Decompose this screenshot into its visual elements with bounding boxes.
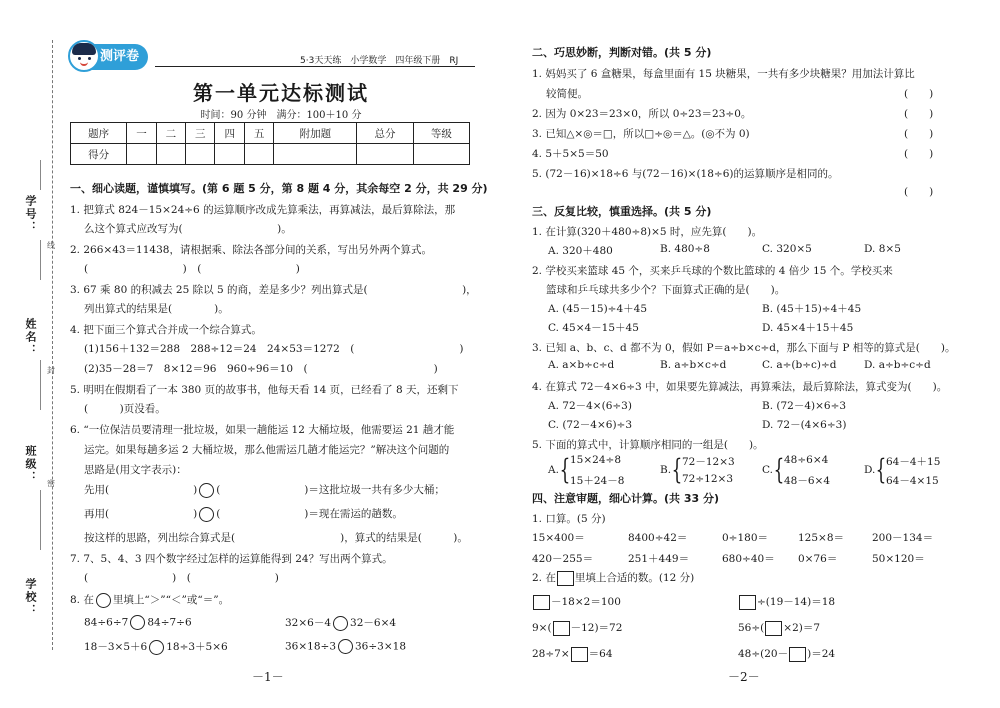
- oral-calc-item[interactable]: 15×400＝: [532, 532, 585, 544]
- oral-calc-heading: 1. 口算。(5 分): [532, 513, 606, 525]
- score-input-cell[interactable]: [186, 144, 215, 165]
- compare-circle[interactable]: [149, 640, 164, 655]
- q6-text: ( ): [216, 484, 309, 496]
- judge-5: 5. (72－16)×18÷6 与(72－16)×(18÷6)的运算顺序是相同的。: [532, 168, 839, 180]
- q6-text: 再用( ): [84, 508, 198, 520]
- choice-1: 1. 在计算(320＋480÷8)×5 时，应先算( )。: [532, 226, 763, 238]
- oral-calc-item[interactable]: 420－255＝: [532, 553, 594, 565]
- choice-2-line-1: 2. 学校买来篮球 45 个，买来乒乓球的个数比篮球的 4 倍少 15 个。学校买来: [532, 265, 893, 277]
- cut-mark: 密: [47, 479, 55, 488]
- q6-text: 先用( ): [84, 484, 198, 496]
- choice-option[interactable]: [762, 452, 862, 490]
- judge-3: 3. 已知△×◎＝□，所以□÷◎＝△。(◎不为 0): [532, 128, 750, 140]
- choice-4: 4. 在算式 72－4×6÷3 中，如果要先算减法，再算乘法，最后算除法，算式变为( )。: [532, 381, 948, 393]
- oral-calc-item[interactable]: 8400÷42＝: [628, 532, 688, 544]
- fill-line: [40, 490, 41, 550]
- choice-option[interactable]: A. 72－4×(6÷3): [548, 400, 632, 412]
- school-label: 学校：: [24, 578, 37, 617]
- score-header-cell: 等级: [413, 123, 469, 144]
- score-header-cell: 一: [127, 123, 156, 144]
- fill-box-equation: [532, 594, 621, 610]
- option-bottom: 15＋24－8: [570, 475, 625, 487]
- page-title: 第一单元达标测试: [193, 81, 369, 105]
- choice-option[interactable]: B. a÷b×c÷d: [660, 359, 727, 371]
- score-input-cell[interactable]: [156, 144, 185, 165]
- eq-text: －18×2＝100: [551, 596, 621, 608]
- cut-line: [52, 40, 53, 650]
- choice-option[interactable]: B. (72－4)×6÷3: [762, 400, 847, 412]
- compare-left: 18－3×5＋6: [84, 641, 148, 653]
- choice-option[interactable]: D. a÷b÷c÷d: [864, 359, 931, 371]
- choice-2-line-2: 篮球和乒乓球共多少个？下面算式正确的是( )。: [546, 284, 786, 296]
- option-letter: C.: [762, 464, 773, 476]
- question-6-line-2: 运完。如果每趟多运 2 大桶垃圾，那么他需运几趟才能运完？”解决这个问题的: [84, 444, 450, 456]
- eq-text: ×2)＝7: [783, 622, 821, 634]
- answer-box[interactable]: [789, 647, 806, 662]
- score-input-cell[interactable]: [127, 144, 156, 165]
- option-top: 64－4＋15: [886, 456, 941, 468]
- name-label: 姓名：: [24, 318, 37, 357]
- eq-text: 48÷(20－: [738, 648, 789, 660]
- oral-calc-item[interactable]: 680÷40＝: [722, 553, 775, 565]
- score-input-cell[interactable]: [413, 144, 469, 165]
- binding-margin: [0, 0, 62, 708]
- score-header-row: [71, 123, 470, 144]
- compare-item: [285, 615, 396, 631]
- k2-text: 里填上合适的数。(12 分): [574, 572, 695, 584]
- eq-text: )＝24: [807, 648, 836, 660]
- compare-right: 32－6×4: [350, 617, 397, 629]
- oral-calc-item[interactable]: 125×8＝: [798, 532, 845, 544]
- section-4-heading: 四、注意审题，细心计算。(共 33 分): [532, 492, 720, 505]
- brace-icon: {: [671, 453, 683, 486]
- score-header-cell: 四: [215, 123, 244, 144]
- header-rule: [155, 66, 475, 67]
- score-input-cell[interactable]: [357, 144, 413, 165]
- option-top: 15×24÷8: [570, 454, 621, 466]
- compare-circle[interactable]: [333, 616, 348, 631]
- choice-option[interactable]: [548, 452, 653, 490]
- q6-text: ＝现在需运的趟数。: [308, 508, 403, 520]
- option-bottom: 64－4×15: [886, 475, 939, 487]
- choice-option[interactable]: C. 320×5: [762, 243, 812, 255]
- option-top: 72－12×3: [682, 456, 735, 468]
- answer-box[interactable]: [553, 621, 570, 636]
- choice-option[interactable]: A. 320＋480: [548, 245, 613, 257]
- choice-5: 5. 下面的算式中，计算顺序相同的一组是( )。: [532, 439, 764, 451]
- fill-box-equation: [738, 646, 835, 662]
- question-4-line-3: (2)35－28＝7 8×12＝96 960÷96＝10 ( ): [84, 363, 438, 375]
- oral-calc-item[interactable]: 50×120＝: [872, 553, 925, 565]
- option-letter: A.: [548, 464, 559, 476]
- compare-item: [285, 639, 406, 654]
- score-row-label: 得分: [71, 144, 127, 165]
- score-input-cell[interactable]: [215, 144, 244, 165]
- compare-left: 84÷6÷7: [84, 616, 129, 629]
- mascot-icon: [68, 40, 100, 72]
- compare-left: 36×18÷3: [285, 640, 336, 653]
- page-number-1: －1－: [252, 670, 284, 684]
- judge-1-line-2: 较简便。: [546, 88, 588, 100]
- section-3-heading: 三、反复比较，慎重选择。(共 5 分): [532, 205, 712, 218]
- question-5-line-2: ( )页没看。: [84, 403, 166, 415]
- right-page: [500, 0, 1000, 708]
- oral-calc-item[interactable]: 251＋449＝: [628, 553, 690, 565]
- operator-circle[interactable]: [199, 507, 214, 522]
- judge-answer-paren[interactable]: ( ): [904, 108, 934, 120]
- oral-calc-item[interactable]: 0×76＝: [798, 553, 838, 565]
- operator-circle[interactable]: [199, 483, 214, 498]
- score-header-cell: 附加题: [274, 123, 357, 144]
- time-score-info: 时间：90 分钟 满分：100＋10 分: [200, 110, 362, 121]
- question-1-line-2: 么这个算式应改写为( )。: [84, 223, 292, 235]
- q8-text: 8. 在: [70, 594, 94, 606]
- question-6-line-6: 按这样的思路，列出综合算式是( )，算式的结果是( )。: [84, 532, 468, 544]
- eq-text: 28÷7×: [532, 648, 570, 660]
- fill-line: [40, 160, 41, 190]
- score-input-cell[interactable]: [244, 144, 273, 165]
- box-sample: [557, 571, 574, 586]
- question-4-line-1: 4. 把下面三个算式合并成一个综合算式。: [70, 324, 262, 336]
- choice-option[interactable]: B. (45＋15)÷4＋45: [762, 303, 862, 315]
- compare-right: 84÷7÷6: [147, 616, 192, 629]
- option-bottom: 72÷12×3: [682, 473, 733, 485]
- answer-box[interactable]: [571, 647, 588, 662]
- brace-icon: {: [559, 453, 571, 486]
- series-label: 5·3天天练 小学数学 四年级下册 RJ: [300, 56, 459, 66]
- compare-right: 36÷3×18: [355, 640, 406, 653]
- choice-option[interactable]: A. a×b÷c÷d: [548, 359, 615, 371]
- q6-text: ( ): [216, 508, 309, 520]
- judge-answer-paren[interactable]: ( ): [904, 186, 934, 198]
- cut-mark: 线: [47, 241, 55, 250]
- score-header-cell: 五: [244, 123, 273, 144]
- answer-box[interactable]: [739, 595, 756, 610]
- answer-box[interactable]: [765, 621, 782, 636]
- question-7-line-2: ( ) ( ): [84, 572, 279, 584]
- compare-right: 18÷3＋5×6: [166, 641, 228, 653]
- eq-text: ÷(19－14)＝18: [757, 596, 836, 608]
- score-header-cell: 总分: [357, 123, 413, 144]
- brace-icon: {: [773, 453, 785, 486]
- question-3-line-1: 3. 67 乘 80 的积减去 25 除以 5 的商，差是多少？列出算式是( )，: [70, 284, 477, 296]
- question-3-line-2: 列出算式的结果是( )。: [84, 303, 229, 315]
- eq-text: －12)＝72: [570, 622, 623, 634]
- eq-text: 9×(: [532, 622, 552, 634]
- compare-left: 32×6－4: [285, 617, 332, 629]
- choice-option[interactable]: C. 45×4－15＋45: [548, 322, 639, 334]
- section-2-heading: 二、巧思妙断，判断对错。(共 5 分): [532, 46, 712, 59]
- judge-2: 2. 因为 0×23＝23×0，所以 0÷23＝23÷0。: [532, 108, 752, 120]
- judge-answer-paren[interactable]: ( ): [904, 128, 934, 140]
- choice-option[interactable]: [660, 452, 760, 490]
- option-bottom: 48－6×4: [784, 475, 831, 487]
- option-letter: D.: [864, 464, 876, 476]
- fill-box-equation: [738, 620, 820, 636]
- oral-calc-item[interactable]: 200－134＝: [872, 532, 934, 544]
- k2-text: 2. 在: [532, 572, 556, 584]
- score-header-cell: 题序: [71, 123, 127, 144]
- compare-circle[interactable]: [338, 639, 353, 654]
- compare-circle-sample: [96, 593, 111, 608]
- choice-option[interactable]: [864, 452, 964, 490]
- page-number-2: －2－: [728, 670, 760, 684]
- fill-box-heading: [532, 570, 694, 586]
- question-1-line-1: 1. 把算式 824－15×24÷6 的运算顺序改成先算乘法，再算减法，最后算除法，那: [70, 204, 456, 216]
- fill-box-equation: [532, 646, 613, 662]
- judge-4: 4. 5＋5×5＝50: [532, 148, 609, 160]
- fill-box-equation: [738, 594, 835, 610]
- choice-option[interactable]: D. 45×4＋15＋45: [762, 322, 854, 334]
- choice-3: 3. 已知 a、b、c、d 都不为 0，假如 P＝a÷b×c÷d，那么下面与 P 相等的算式是( )。: [532, 342, 956, 354]
- choice-option[interactable]: C. (72－4×6)÷3: [548, 419, 633, 431]
- question-8-line-1: [70, 592, 229, 608]
- score-value-row: [71, 144, 470, 165]
- question-2-line-2: ( ) ( ): [84, 263, 300, 275]
- fill-line: [40, 240, 41, 280]
- choice-option[interactable]: B. 480÷8: [660, 243, 710, 255]
- question-2-line-1: 2. 266×43＝11438，请根据乘、除法各部分间的关系，写出另外两个算式。: [70, 244, 432, 256]
- score-input-cell[interactable]: [274, 144, 357, 165]
- option-letter: B.: [660, 464, 672, 476]
- compare-circle[interactable]: [130, 615, 145, 630]
- question-6-line-3: 思路是(用文字表示)：: [84, 464, 187, 476]
- judge-answer-paren[interactable]: ( ): [904, 88, 934, 100]
- compare-item: [84, 615, 192, 630]
- class-label: 班级：: [24, 445, 37, 484]
- q6-text: ＝这批垃圾一共有多少大桶；: [308, 484, 445, 496]
- question-6-line-4: [84, 482, 445, 498]
- judge-answer-paren[interactable]: ( ): [904, 148, 934, 160]
- test-badge: 测评卷: [70, 44, 148, 70]
- score-header-cell: 二: [156, 123, 185, 144]
- oral-calc-item[interactable]: 0÷180＝: [722, 532, 769, 544]
- answer-box[interactable]: [533, 595, 550, 610]
- compare-item: [84, 639, 228, 655]
- fill-line: [40, 360, 41, 410]
- choice-option[interactable]: C. a÷(b÷c)÷d: [762, 359, 837, 371]
- question-6-line-1: 6. “一位保洁员要清理一批垃圾，如果一趟能运 12 大桶垃圾，他需要运 21 趟才能: [70, 424, 455, 436]
- q8-text: 里填上“＞”“＜”或“＝”。: [112, 594, 230, 606]
- question-7-line-1: 7. 7、5、4、3 四个数字经过怎样的运算能得到 24？写出两个算式。: [70, 553, 393, 565]
- fill-box-equation: [532, 620, 622, 636]
- question-5-line-1: 5. 明明在假期看了一本 380 页的故事书，他每天看 14 页，已经看了 8 天，还剩下: [70, 384, 459, 396]
- score-header-cell: 三: [186, 123, 215, 144]
- cut-mark: 封: [47, 366, 55, 375]
- eq-text: ＝64: [588, 648, 613, 660]
- section-1-heading: 一、细心读题，谨慎填写。(第 6 题 5 分，第 8 题 4 分，其余每空 2 分，共 29 分): [70, 182, 488, 195]
- judge-1-line-1: 1. 妈妈买了 6 盒糖果，每盒里面有 15 块糖果，一共有多少块糖果？用加法计算比: [532, 68, 915, 80]
- choice-option[interactable]: D. 8×5: [864, 243, 901, 255]
- choice-option[interactable]: D. 72－(4×6÷3): [762, 419, 847, 431]
- score-table: [70, 122, 470, 165]
- option-top: 48÷6×4: [784, 454, 829, 466]
- eq-text: 56÷(: [738, 622, 765, 634]
- question-6-line-5: [84, 506, 403, 522]
- brace-icon: {: [875, 453, 887, 486]
- student-number-label: 学号：: [24, 195, 37, 234]
- choice-option[interactable]: A. (45－15)÷4＋45: [548, 303, 648, 315]
- question-4-line-2: (1)156＋132＝288 288÷12＝24 24×53＝1272 ( ): [84, 343, 464, 355]
